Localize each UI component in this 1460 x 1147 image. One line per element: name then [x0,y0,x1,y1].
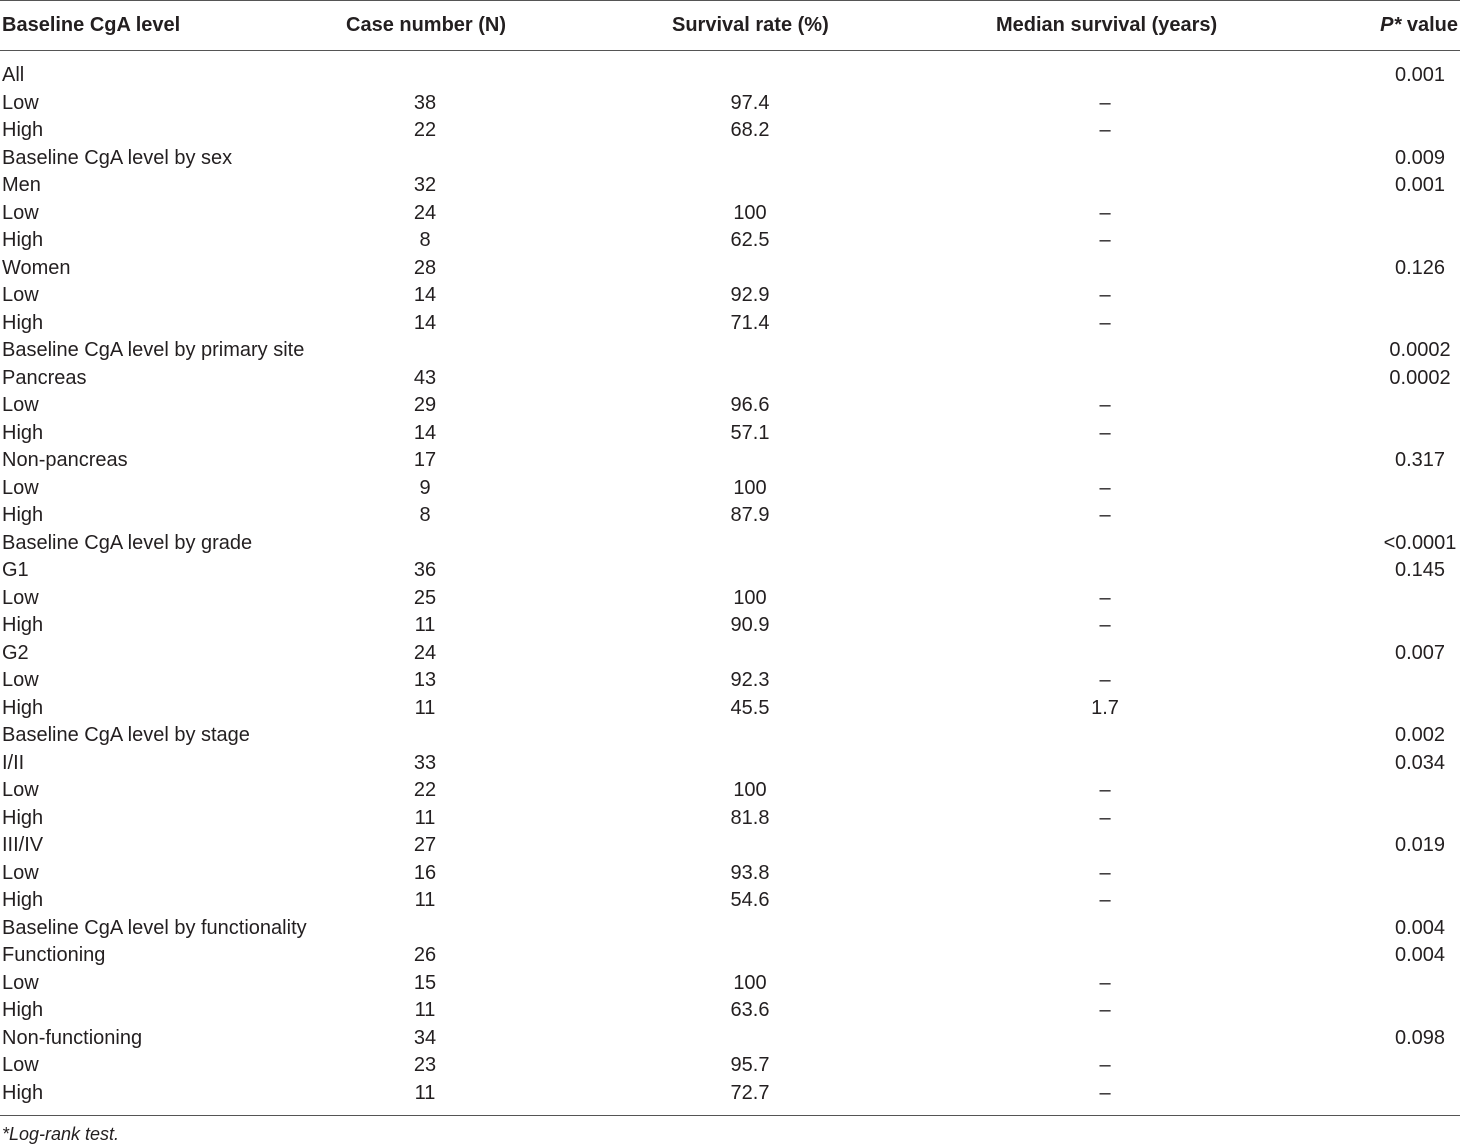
median-survival-cell-text: – [1099,119,1111,141]
row-label-text: Women [2,256,71,279]
row-label-text: High [2,999,44,1021]
survival-rate-cell-text: 81.8 [730,806,770,829]
survival-rate-cell-text: 96.6 [730,394,770,416]
median-survival-cell-text: – [1099,971,1111,994]
row-label [2,640,29,668]
case-number-cell-text: 33 [413,751,437,774]
row-label [2,860,39,888]
row-label-text: High [2,889,44,911]
table-row [0,310,1460,338]
row-label [2,667,39,695]
table-row [0,750,1460,778]
table-row [0,1080,1460,1108]
row-label [2,832,43,860]
survival-rate-cell-text: 100 [733,201,767,224]
case-number-cell-text: 11 [414,806,436,829]
row-label-text: Low [2,1054,39,1076]
row-label [2,365,87,393]
median-survival-cell-text: – [1099,1054,1111,1076]
table-row [0,1025,1460,1053]
row-label [2,475,39,503]
table-row [0,117,1460,145]
survival-rate-cell-text: 68.2 [730,119,770,141]
survival-rate-cell-text: 45.5 [730,696,770,719]
row-label-text: High [2,229,44,251]
p-value-cell-text: <0.0001 [1383,531,1457,554]
row-label [2,337,304,365]
p-value-cell-text: 0.009 [1394,146,1446,169]
p-value-cell-text: 0.126 [1394,256,1446,279]
case-number-cell-text: 22 [413,119,437,141]
p-value-cell-text: 0.001 [1394,174,1446,196]
row-label [2,200,39,228]
median-survival-cell-text: – [1099,394,1111,416]
row-label [2,997,43,1025]
case-number-cell-text: 28 [413,256,437,279]
table-row [0,420,1460,448]
survival-rate-cell-text: 100 [733,971,767,994]
case-number-cell-text: 11 [414,1081,436,1104]
row-label [2,695,43,723]
row-label [2,310,43,338]
survival-rate-cell-text: 93.8 [730,861,770,884]
header-p-value [1380,14,1458,37]
median-survival-cell-text: – [1099,889,1111,911]
header-median-survival: Median survival (years) [996,14,1218,36]
row-label [2,530,252,558]
table-row [0,997,1460,1025]
survival-rate-cell-text: 100 [733,586,767,609]
row-label-text: Non-pancreas [2,449,128,471]
table-row [0,255,1460,283]
table-row [0,805,1460,833]
header-p-suffix: value [1401,14,1458,36]
case-number-cell-text: 25 [413,586,437,609]
case-number-cell-text: 34 [413,1026,437,1049]
survival-rate-cell-text: 57.1 [730,421,770,444]
row-label [2,915,307,943]
table-row [0,860,1460,888]
case-number-cell-text: 22 [413,779,437,801]
survival-rate-cell-text: 54.6 [730,889,770,911]
table-row [0,832,1460,860]
survival-rate-cell-text: 90.9 [730,614,770,636]
row-label [2,612,43,640]
row-label-text: High [2,806,44,829]
p-value-cell-text: 0.004 [1394,944,1446,966]
survival-rate-cell-text: 95.7 [730,1054,770,1076]
row-label [2,502,43,530]
row-label-text: Low [2,394,39,416]
case-number-cell-text: 13 [413,669,437,691]
median-survival-cell-text: – [1099,614,1111,636]
row-label-text: Men [2,174,41,196]
table-row [0,502,1460,530]
table-header-rule [0,50,1460,51]
row-label-text: Low [2,91,39,114]
case-number-cell-text: 8 [419,504,431,526]
case-number-cell-text: 11 [414,614,436,636]
row-label-text: Non-functioning [2,1026,143,1049]
row-label-text: Low [2,669,39,691]
header-case-number: Case number (N) [346,14,507,36]
case-number-cell-text: 43 [413,366,437,389]
case-number-cell-text: 17 [413,449,437,471]
table-row [0,667,1460,695]
row-label-text: Functioning [2,944,106,966]
table-row [0,337,1460,365]
median-survival-cell-text: – [1099,504,1111,526]
row-label [2,970,39,998]
case-number-cell-text: 29 [413,394,437,416]
table-row [0,145,1460,173]
median-survival-cell-text: – [1099,669,1111,691]
table-row [0,640,1460,668]
row-label-text: High [2,119,44,141]
median-survival-cell-text: – [1099,229,1111,251]
p-value-cell-text: 0.317 [1394,449,1446,471]
table-row [0,62,1460,90]
row-label [2,722,250,750]
survival-rate-cell-text: 100 [733,476,767,499]
survival-rate-cell-text: 100 [733,779,767,801]
row-label [2,447,128,475]
row-label-text: III/IV [2,834,44,856]
survival-rate-cell-text: 92.3 [730,669,770,691]
table-row [0,915,1460,943]
survival-rate-cell-text: 72.7 [730,1081,770,1104]
median-survival-cell-text: – [1099,1081,1111,1104]
row-label-text: Low [2,971,39,994]
table-bottom-rule [0,1115,1460,1116]
table-top-rule [0,0,1460,1]
median-survival-cell-text: – [1099,284,1111,306]
table-row [0,612,1460,640]
median-survival-cell-text: – [1099,861,1111,884]
table-row [0,777,1460,805]
row-label [2,392,39,420]
case-number-cell-text: 14 [413,421,437,444]
p-value-cell-text: 0.002 [1394,724,1446,746]
row-label [2,805,43,833]
table-row [0,90,1460,118]
case-number-cell-text: 14 [413,311,437,334]
table-body [0,62,1460,1107]
row-label [2,420,43,448]
row-label-text: Baseline CgA level by sex [2,146,233,169]
case-number-cell-text: 32 [413,174,437,196]
row-label [2,1052,39,1080]
table-row [0,942,1460,970]
row-label-text: High [2,614,44,636]
row-label-text: G2 [2,641,29,664]
row-label-text: Pancreas [2,366,87,389]
p-value-cell-text: 0.007 [1394,641,1446,664]
case-number-cell-text: 38 [413,91,437,114]
row-label [2,887,43,915]
row-label-text: High [2,504,44,526]
table-row [0,282,1460,310]
table-row [0,365,1460,393]
case-number-cell-text: 26 [413,944,437,966]
row-label-text: I/II [2,751,25,774]
median-survival-cell-text: 1.7 [1091,696,1119,719]
table-row [0,585,1460,613]
row-label-text: Low [2,476,39,499]
row-label-text: Low [2,284,39,306]
case-number-cell-text: 9 [419,476,431,499]
p-value-cell-text: 0.0002 [1389,366,1451,389]
row-label [2,1080,43,1108]
table-row [0,557,1460,585]
row-label [2,1025,142,1053]
case-number-cell-text: 11 [414,696,436,719]
row-label [2,117,43,145]
table-row [0,447,1460,475]
case-number-cell-text: 36 [413,559,437,581]
survival-rate-cell-text: 71.4 [730,311,770,334]
row-label-text: High [2,311,44,334]
table-row [0,695,1460,723]
case-number-cell-text: 11 [414,889,436,911]
p-value-cell-text: 0.019 [1394,834,1446,856]
row-label-text: Low [2,779,39,801]
row-label [2,282,39,310]
header-baseline-cga-level: Baseline CgA level [2,14,181,36]
median-survival-cell-text: – [1099,779,1111,801]
median-survival-cell-text: – [1099,311,1111,334]
median-survival-cell-text: – [1099,201,1111,224]
row-label [2,227,43,255]
row-label-text: Baseline CgA level by functionality [2,916,307,939]
row-label-text: All [2,64,25,86]
case-number-cell-text: 8 [419,229,431,251]
row-label-text: High [2,421,44,444]
row-label-text: Baseline CgA level by stage [2,724,250,746]
table-row [0,172,1460,200]
table-row [0,1052,1460,1080]
table-row [0,970,1460,998]
row-label [2,942,105,970]
row-label-text: Low [2,586,39,609]
header-p-symbol: P* [1380,14,1402,36]
case-number-cell-text: 24 [413,201,437,224]
row-label-text: Baseline CgA level by primary site [2,339,305,361]
p-value-cell-text: 0.034 [1394,751,1446,774]
case-number-cell-text: 14 [413,284,437,306]
row-label [2,90,39,118]
median-survival-cell-text: – [1099,806,1111,829]
median-survival-cell-text: – [1099,586,1111,609]
row-label-text: Baseline CgA level by grade [2,531,253,554]
table-row [0,227,1460,255]
p-value-cell-text: 0.001 [1394,64,1446,86]
row-label [2,750,24,778]
p-value-cell-text: 0.098 [1394,1026,1446,1049]
case-number-cell-text: 15 [413,971,437,994]
row-label-text: Low [2,201,39,224]
row-label-text: Low [2,861,39,884]
table-row [0,722,1460,750]
table-row [0,475,1460,503]
table-row [0,530,1460,558]
table-row [0,887,1460,915]
median-survival-cell-text: – [1099,999,1111,1021]
case-number-cell-text: 16 [413,861,437,884]
row-label-text: High [2,696,44,719]
table-row [0,200,1460,228]
row-label [2,172,41,200]
row-label [2,777,39,805]
case-number-cell-text: 27 [413,834,437,856]
row-label-text: High [2,1081,44,1104]
median-survival-cell-text: – [1099,421,1111,444]
case-number-cell-text: 11 [414,999,436,1021]
survival-rate-cell-text: 87.9 [730,504,770,526]
header-survival-rate: Survival rate (%) [672,14,829,36]
p-value-cell-text: 0.004 [1394,916,1446,939]
p-value-cell-text: 0.145 [1394,559,1446,581]
median-survival-cell-text: – [1099,476,1111,499]
row-label [2,145,232,173]
survival-rate-cell-text: 62.5 [730,229,770,251]
table-footnote: *Log-rank test. [2,1124,120,1144]
row-label [2,557,29,585]
row-label [2,62,24,90]
median-survival-cell-text: – [1099,91,1111,114]
case-number-cell-text: 24 [413,641,437,664]
p-value-cell-text: 0.0002 [1389,339,1451,361]
row-label [2,585,39,613]
row-label-text: G1 [2,559,29,581]
survival-rate-cell-text: 92.9 [730,284,770,306]
case-number-cell-text: 23 [413,1054,437,1076]
survival-rate-cell-text: 63.6 [730,999,770,1021]
row-label [2,255,71,283]
survival-rate-cell-text: 97.4 [730,91,770,114]
table-row [0,392,1460,420]
